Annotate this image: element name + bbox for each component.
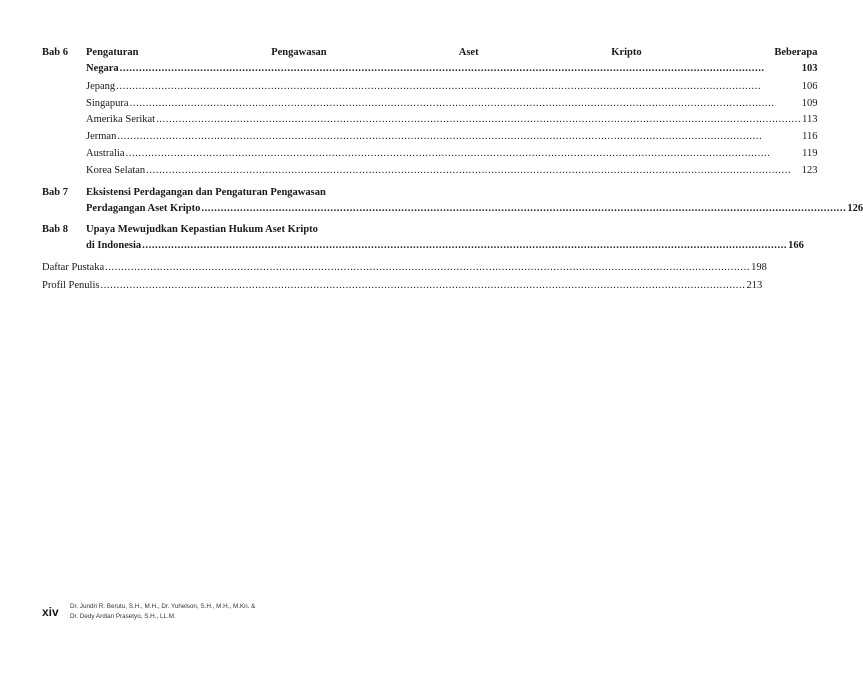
section-page-number: 123: [801, 164, 818, 176]
toc-chapter-7: [42, 185, 863, 218]
toc-section-jepang[interactable]: [86, 79, 817, 96]
chapter-title-line1: Upaya Mewujudkan Kepastian Hukum Aset Kripto: [86, 224, 318, 236]
footer-authors: [70, 602, 255, 622]
entry-page-number: 198: [751, 262, 767, 274]
section-page-number: 109: [801, 97, 818, 109]
dot-leader: [117, 129, 801, 146]
chapter-title-row[interactable]: [86, 61, 817, 78]
chapter-title-line2: Perdagangan Aset Kripto: [86, 202, 201, 214]
toc-section-jerman[interactable]: [86, 129, 817, 146]
chapter-title-row[interactable]: [86, 201, 863, 218]
section-title: Korea Selatan: [86, 164, 146, 176]
toc-section-amerika-serikat[interactable]: [86, 112, 817, 129]
toc-section-list: [86, 79, 817, 180]
section-page-number: 106: [801, 80, 818, 92]
page-number: xiv: [42, 605, 59, 619]
chapter-title-line1: Eksistensi Perdagangan dan Pengaturan Pengawasan: [86, 186, 326, 198]
toc-section-singapura[interactable]: [86, 96, 817, 113]
section-page-number: 119: [802, 147, 818, 159]
chapter-page-number: 166: [788, 240, 804, 252]
chapter-title-line2: di Indonesia: [86, 240, 142, 252]
toc-section-australia[interactable]: [86, 146, 817, 163]
dot-leader: [126, 146, 802, 163]
section-title: Jerman: [86, 131, 117, 143]
entry-title: Daftar Pustaka: [42, 262, 105, 274]
section-title: Australia: [86, 147, 125, 159]
chapter-title-row[interactable]: [86, 238, 804, 255]
chapter-page-number: 103: [801, 63, 818, 74]
dot-leader: [201, 201, 846, 218]
toc-daftar-pustaka[interactable]: [42, 260, 767, 277]
authors-line-1: Dr. Jundri R. Berutu, S.H., M.H., Dr. Yuhelson, S.H., M.H., M.Kn. &: [70, 603, 256, 610]
authors-line-2: Dr. Dedy Ardian Prasetyo, S.H., LL.M.: [70, 613, 176, 620]
chapter-label: Bab 6: [42, 47, 68, 58]
toc-chapter-6: [42, 45, 818, 180]
entry-page-number: 213: [746, 279, 763, 291]
chapter-page-number: 126: [847, 202, 863, 214]
section-page-number: 116: [802, 131, 818, 143]
chapter-title-line1: Pengaturan Pengawasan Aset Kripto Beberapa: [86, 47, 818, 58]
dot-leader: [142, 238, 787, 255]
dot-leader: [130, 96, 801, 113]
dot-leader: [156, 112, 801, 129]
section-title: Amerika Serikat: [86, 114, 156, 126]
dot-leader: [146, 163, 801, 180]
entry-title: Profil Penulis: [42, 279, 100, 291]
dot-leader: [116, 79, 801, 96]
table-of-contents: [42, 45, 863, 295]
chapter-label: Bab 7: [42, 186, 68, 198]
toc-chapter-8: [42, 222, 804, 255]
chapter-label: Bab 8: [42, 224, 68, 236]
toc-profil-penulis[interactable]: [42, 278, 763, 295]
chapter-title-line2: Negara: [86, 63, 119, 74]
toc-section-korea-selatan[interactable]: [86, 163, 817, 180]
dot-leader: [105, 260, 750, 277]
section-title: Singapura: [86, 97, 129, 109]
dot-leader: [120, 61, 801, 78]
page-footer: [42, 602, 255, 622]
section-title: Jepang: [86, 80, 116, 92]
section-page-number: 113: [802, 114, 818, 126]
dot-leader: [100, 278, 745, 295]
